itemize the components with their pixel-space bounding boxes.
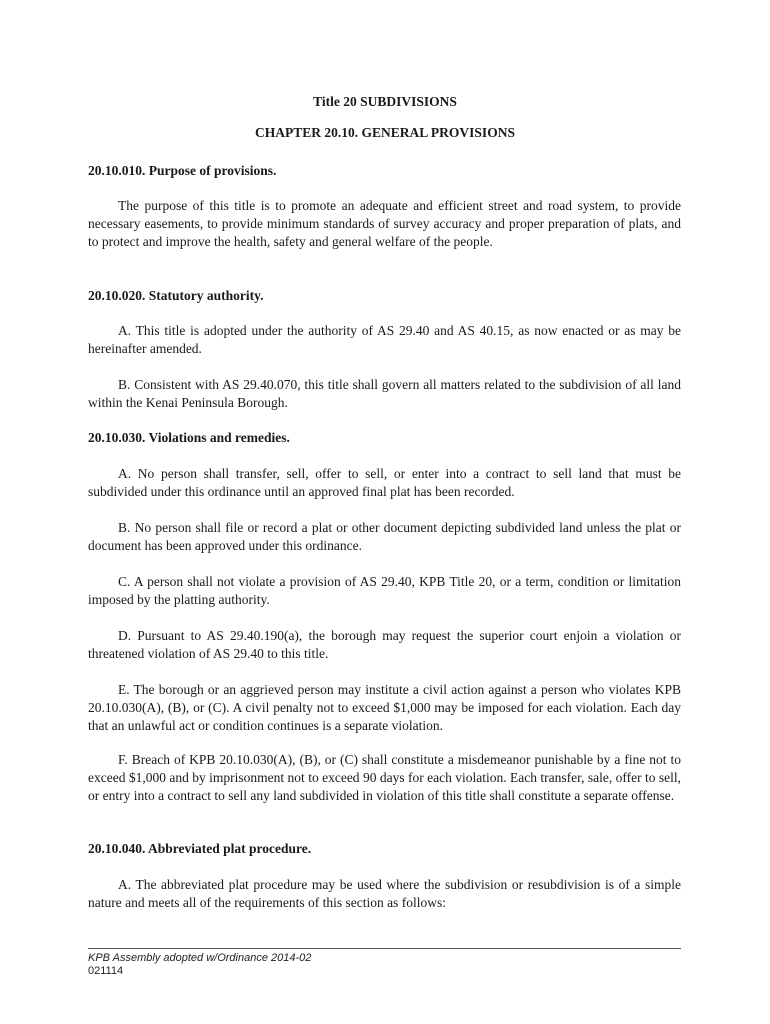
- section-heading: 20.10.020. Statutory authority.: [88, 288, 264, 303]
- paragraph: A. This title is adopted under the authority of AS 29.40 and AS 40.15, as now enacted or as may be hereinafter amended.: [88, 323, 681, 356]
- footer-ordinance-line: KPB Assembly adopted w/Ordinance 2014-02: [88, 952, 312, 964]
- paragraph: B. Consistent with AS 29.40.070, this title shall govern all matters related to the subdivision of all land within the Kenai Peninsula Borough.: [88, 377, 681, 410]
- paragraph: F. Breach of KPB 20.10.030(A), (B), or (C) shall constitute a misdemeanor punishable by a fine not to exceed $1,000 and by imprisonment not to exceed 90 days for each violation. Each transfer, sale, offer to sell, or entry into a contract to sell any land subdivided in violation of this title shall constitute a separate offense.: [88, 752, 681, 803]
- section-heading: 20.10.040. Abbreviated plat procedure.: [88, 841, 312, 856]
- footer-divider: [88, 948, 681, 949]
- paragraph: The purpose of this title is to promote an adequate and efficient street and road system, to provide necessary easements, to provide minimum standards of survey accuracy and proper preparation of plats, and to protect and improve the health, safety and general welfare of the people.: [88, 198, 681, 249]
- paragraph: A. No person shall transfer, sell, offer to sell, or enter into a contract to sell land that must be subdivided under this ordinance until an approved final plat has been recorded.: [88, 466, 681, 499]
- paragraph: A. The abbreviated plat procedure may be used where the subdivision or resubdivision is of a simple nature and meets all of the requirements of this section as follows:: [88, 877, 681, 910]
- section-heading: 20.10.010. Purpose of provisions.: [88, 163, 277, 178]
- paragraph: D. Pursuant to AS 29.40.190(a), the borough may request the superior court enjoin a violation or threatened violation of AS 29.40 to this title.: [88, 628, 681, 661]
- paragraph: B. No person shall file or record a plat or other document depicting subdivided land unless the plat or document has been approved under this ordinance.: [88, 520, 681, 553]
- paragraph: C. A person shall not violate a provision of AS 29.40, KPB Title 20, or a term, condition or limitation imposed by the platting authority.: [88, 574, 681, 607]
- chapter-title: CHAPTER 20.10. GENERAL PROVISIONS: [255, 125, 515, 140]
- footer-date-code: 021114: [88, 965, 124, 977]
- paragraph: E. The borough or an aggrieved person may institute a civil action against a person who violates KPB 20.10.030(A), (B), or (C). A civil penalty not to exceed $1,000 may be imposed for each violation. Each day that an unlawful act or condition continues is a separate violation.: [88, 682, 681, 733]
- section-heading: 20.10.030. Violations and remedies.: [88, 430, 290, 445]
- page-footer: [88, 952, 311, 978]
- document-title: Title 20 SUBDIVISIONS: [313, 94, 457, 109]
